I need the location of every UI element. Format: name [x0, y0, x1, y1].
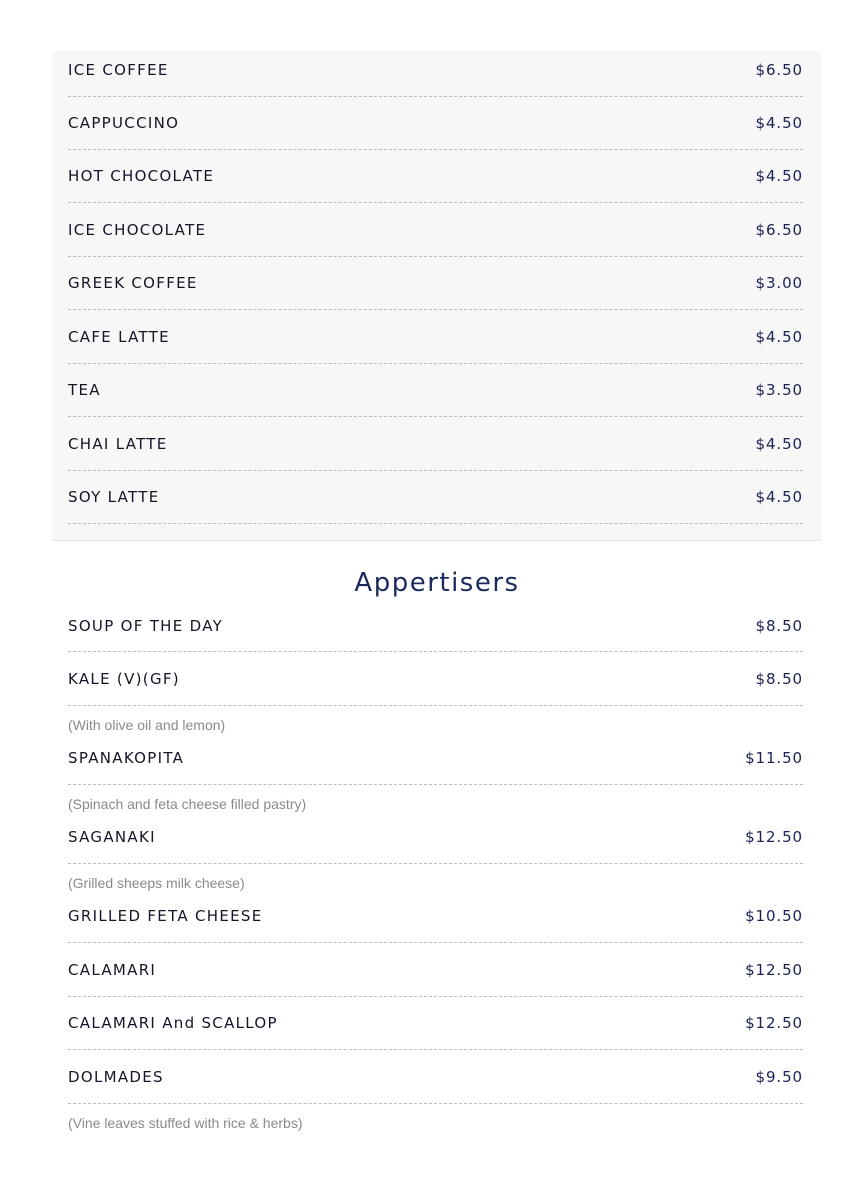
divider — [68, 942, 803, 943]
item-price: $10.50 — [745, 907, 803, 925]
menu-item-ice-coffee — [68, 60, 803, 80]
item-price: $12.50 — [745, 961, 803, 979]
divider — [68, 96, 803, 97]
item-name: CALAMARI — [68, 961, 157, 979]
divider — [68, 363, 803, 364]
menu-item-soy-latte — [68, 487, 803, 507]
menu-item-calamari — [68, 960, 803, 980]
menu-item-spanakopita — [68, 748, 803, 768]
item-name: CALAMARI And SCALLOP — [68, 1014, 278, 1032]
item-price: $6.50 — [755, 61, 803, 79]
menu-item-kale — [68, 669, 803, 689]
item-name: ICE CHOCOLATE — [68, 221, 207, 239]
menu-item-dolmades — [68, 1067, 803, 1087]
item-price: $3.00 — [755, 274, 803, 292]
item-description: (With olive oil and lemon) — [68, 717, 226, 733]
divider — [68, 996, 803, 997]
item-price: $6.50 — [755, 221, 803, 239]
menu-item-greek-coffee — [68, 273, 803, 293]
menu-item-hot-chocolate — [68, 166, 803, 186]
item-price: $12.50 — [745, 1014, 803, 1032]
menu-item-tea — [68, 380, 803, 400]
item-description: (Spinach and feta cheese filled pastry) — [68, 796, 307, 812]
item-price: $4.50 — [755, 167, 803, 185]
divider — [68, 416, 803, 417]
divider — [68, 202, 803, 203]
item-name: HOT CHOCOLATE — [68, 167, 215, 185]
menu-item-soup-of-the-day — [68, 616, 803, 636]
item-name: TEA — [68, 381, 101, 399]
item-description: (Vine leaves stuffed with rice & herbs) — [68, 1115, 303, 1131]
item-name: KALE (V)(GF) — [68, 670, 180, 688]
divider — [68, 149, 803, 150]
divider — [68, 863, 803, 864]
item-name: ICE COFFEE — [68, 61, 169, 79]
item-price: $4.50 — [755, 435, 803, 453]
item-name: CAPPUCCINO — [68, 114, 180, 132]
menu-item-saganaki — [68, 827, 803, 847]
item-price: $4.50 — [755, 488, 803, 506]
item-price: $8.50 — [755, 670, 803, 688]
item-name: DOLMADES — [68, 1068, 164, 1086]
divider — [68, 784, 803, 785]
menu-item-cafe-latte — [68, 327, 803, 347]
item-price: $4.50 — [755, 328, 803, 346]
divider — [68, 256, 803, 257]
item-name: GRILLED FETA CHEESE — [68, 907, 263, 925]
item-name: CAFE LATTE — [68, 328, 170, 346]
divider — [68, 1049, 803, 1050]
menu-item-calamari-and-scallop — [68, 1013, 803, 1033]
item-price: $3.50 — [755, 381, 803, 399]
item-name: SOUP OF THE DAY — [68, 617, 224, 635]
item-name: SAGANAKI — [68, 828, 156, 846]
menu-item-chai-latte — [68, 434, 803, 454]
section-title: Appertisers — [354, 568, 520, 598]
menu-item-ice-chocolate — [68, 220, 803, 240]
menu-item-cappuccino — [68, 113, 803, 133]
divider — [68, 705, 803, 706]
item-name: CHAI LATTE — [68, 435, 168, 453]
item-price: $11.50 — [745, 749, 803, 767]
divider — [68, 1103, 803, 1104]
item-price: $9.50 — [755, 1068, 803, 1086]
item-name: GREEK COFFEE — [68, 274, 198, 292]
divider — [68, 651, 803, 652]
item-description: (Grilled sheeps milk cheese) — [68, 875, 245, 891]
item-price: $12.50 — [745, 828, 803, 846]
divider — [68, 470, 803, 471]
item-name: SOY LATTE — [68, 488, 160, 506]
divider — [68, 523, 803, 524]
item-price: $4.50 — [755, 114, 803, 132]
item-name: SPANAKOPITA — [68, 749, 185, 767]
item-price: $8.50 — [755, 617, 803, 635]
divider — [68, 309, 803, 310]
menu-item-grilled-feta-cheese — [68, 906, 803, 926]
